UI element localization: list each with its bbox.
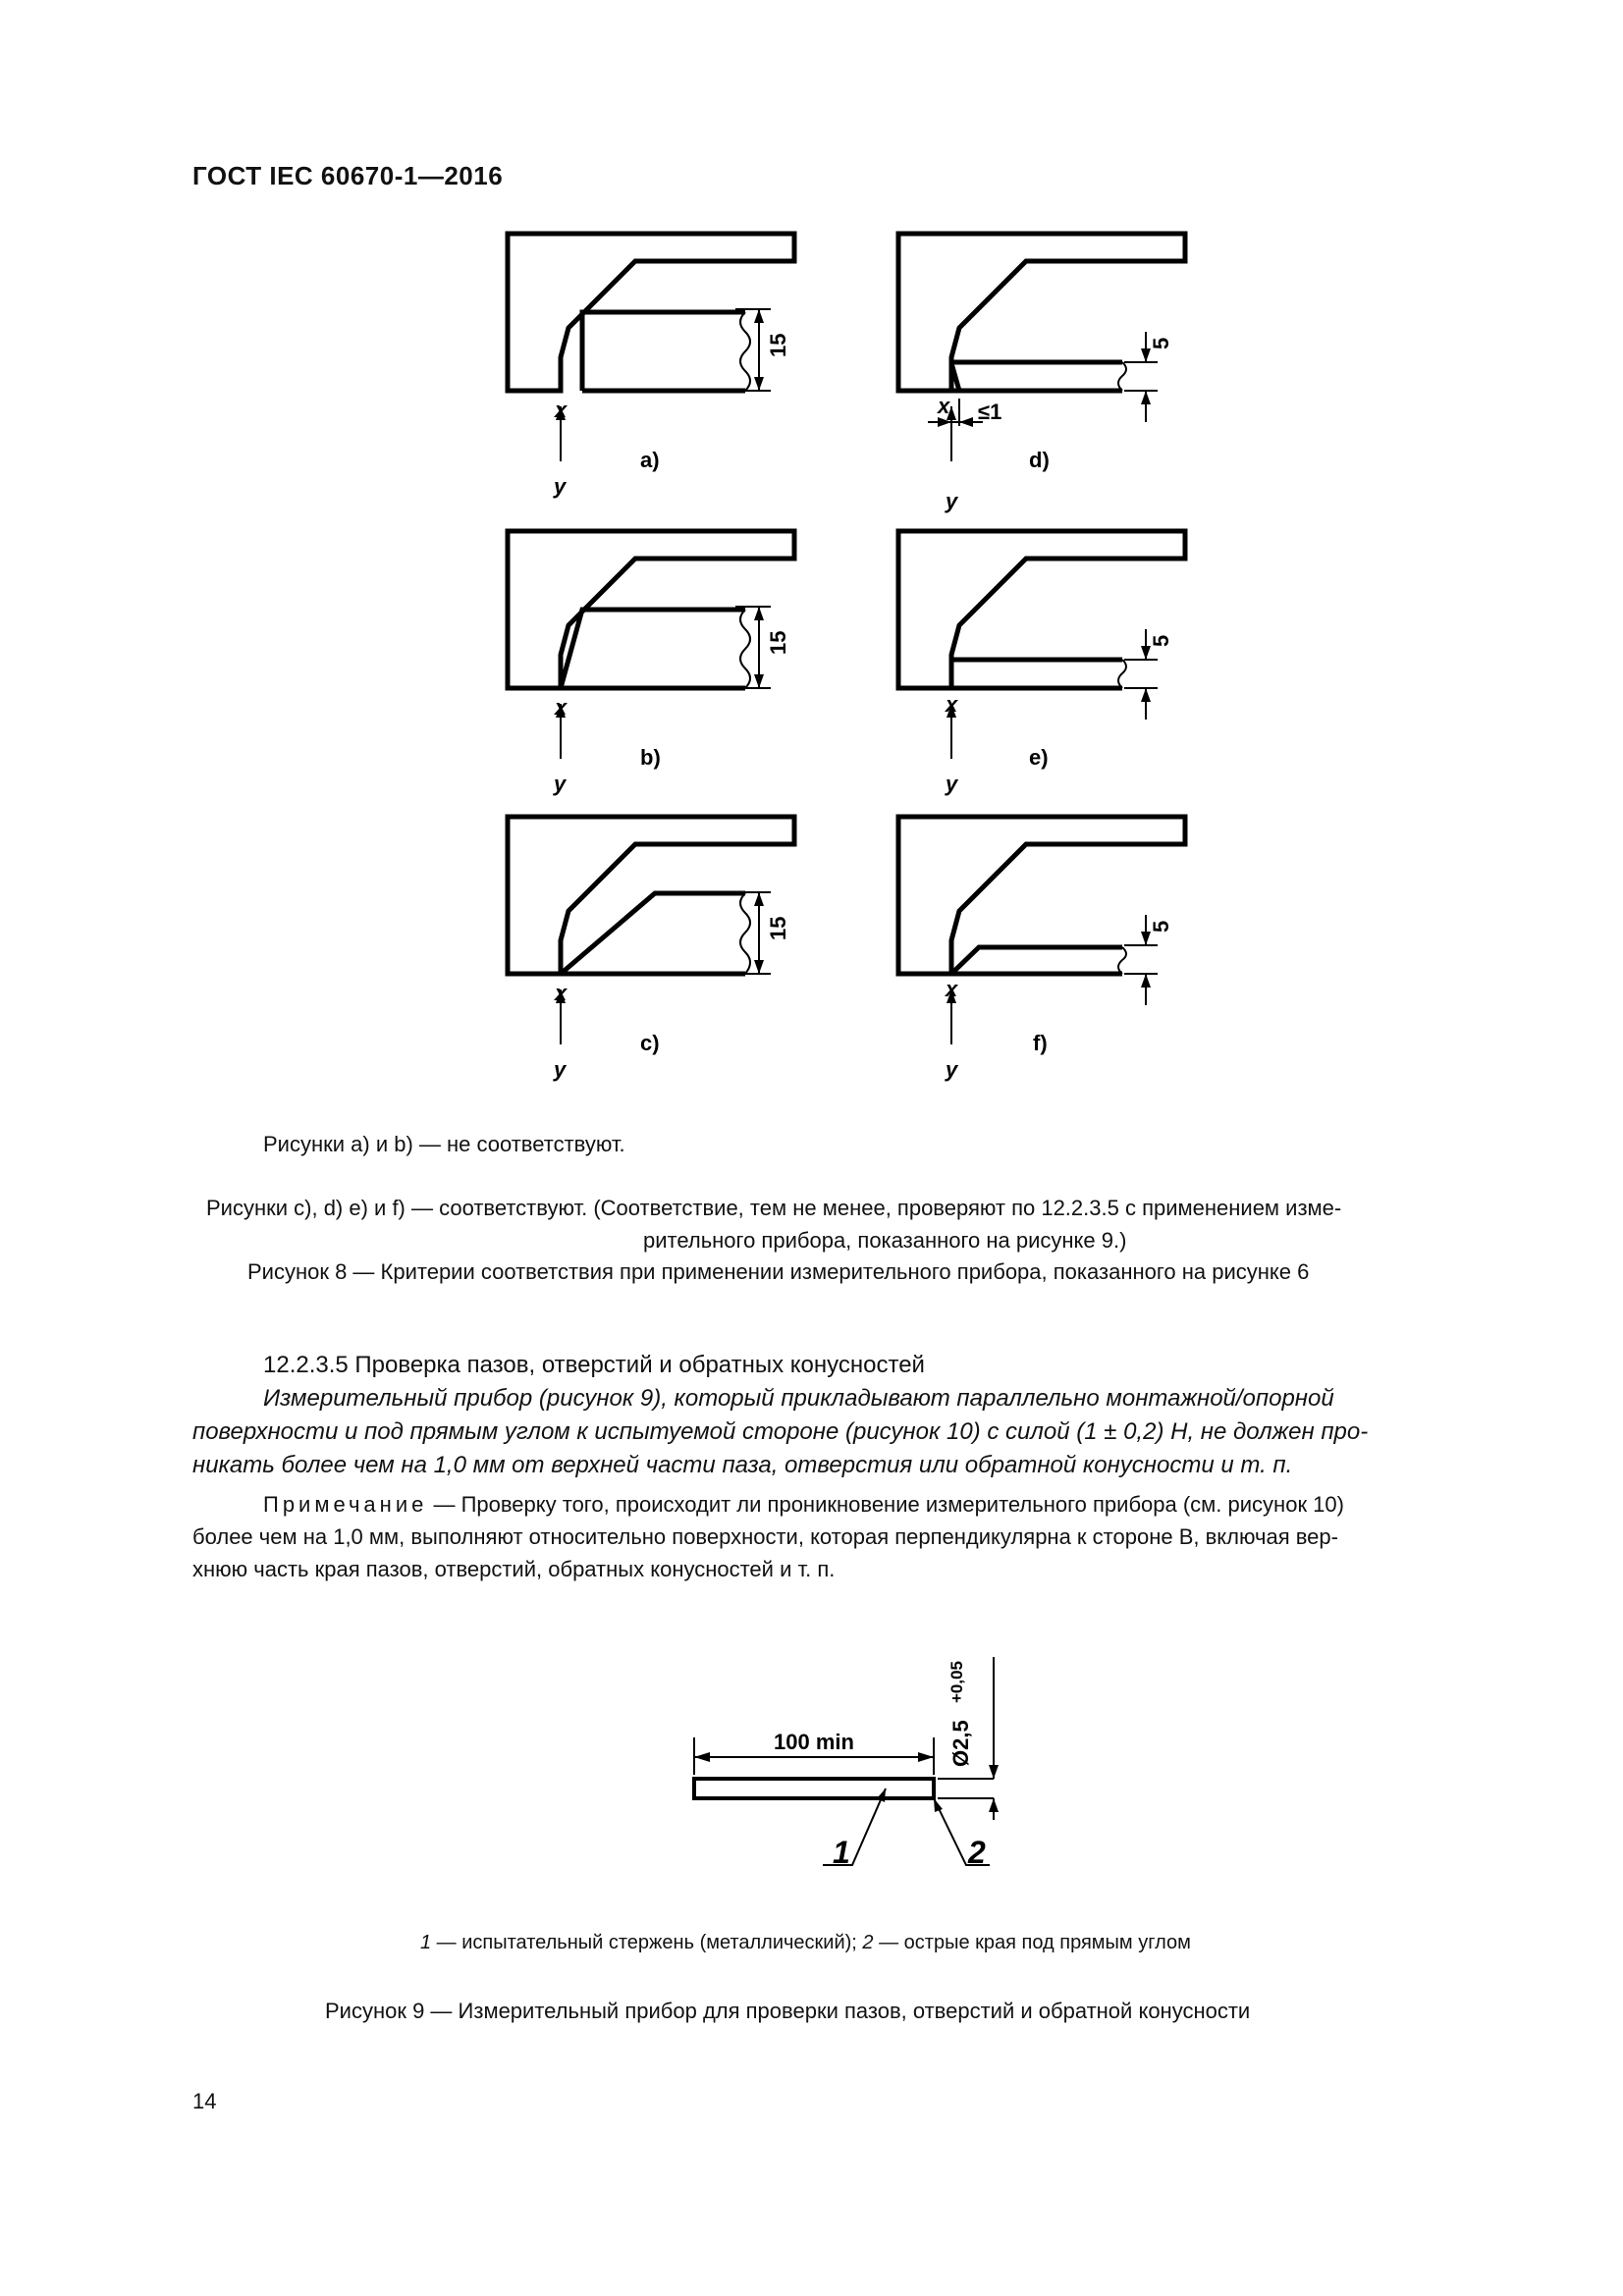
panel-a-label: a) (640, 448, 660, 472)
panel-d-dim-5: 5 (1149, 337, 1173, 349)
panel-a-dim-15: 15 (766, 333, 790, 357)
note-label: Примечание (263, 1492, 428, 1517)
figure8-note-cdef-line2: рительного прибора, показанного на рисунке 9.) (643, 1228, 1127, 1253)
fig9-callout-2: 2 (968, 1835, 986, 1870)
figure8-panel-e (898, 531, 1185, 759)
figure8-panel-d (898, 234, 1185, 461)
panel-d-axis-x: x (938, 394, 950, 418)
figure8-note-cdef-line1: Рисунки c), d) e) и f) — соответствуют. (Соответствие, тем не менее, проверяют по 12.2.3.5 с применением изме- (206, 1196, 1342, 1220)
requirement-line1: Измерительный прибор (рисунок 9), который прикладывают параллельно монтажной/опорной (263, 1385, 1334, 1412)
panel-b-label: b) (640, 745, 661, 770)
fig9-dim-length: 100 min (774, 1730, 854, 1754)
requirement-line3: никать более чем на 1,0 мм от верхней части паза, отверстия или обратной конусности и т. п. (192, 1452, 1293, 1478)
section-heading: 12.2.3.5 Проверка пазов, отверстий и обратных конусностей (263, 1352, 925, 1378)
panel-b-dim-15: 15 (766, 630, 790, 655)
fig9-dim-diameter: Ø2,5 (948, 1720, 973, 1767)
panel-c-dim-15: 15 (766, 916, 790, 940)
page-number: 14 (192, 2089, 217, 2113)
panel-f-axis-y: y (946, 1057, 958, 1082)
figure8-note-ab: Рисунки a) и b) — не соответствуют. (263, 1132, 625, 1156)
panel-e-axis-y: y (946, 772, 958, 796)
panel-f-axis-x: x (946, 977, 958, 1001)
panel-f-dim-5: 5 (1149, 920, 1173, 933)
note-line1 (263, 1492, 1344, 1518)
requirement-line2: поверхности и под прямым углом к испытуемой стороне (рисунок 10) с силой (1 ± 0,2) Н, не должен про- (192, 1418, 1369, 1445)
fig9-dim-tolerance: +0,05 (947, 1660, 966, 1703)
panel-c-axis-y: y (554, 1057, 567, 1082)
figure8-panel-c (508, 817, 794, 1044)
legend-1-text: — испытательный стержень (металлический); (431, 1932, 863, 1953)
panel-a-axis-y: y (554, 474, 567, 499)
panel-d-axis-y: y (946, 489, 958, 513)
legend-1-num: 1 (420, 1932, 432, 1953)
note-line3: хнюю часть края пазов, отверстий, обратных конусностей и т. п. (192, 1557, 836, 1581)
panel-d-label: d) (1029, 448, 1050, 472)
fig9-callout-1: 1 (833, 1835, 850, 1870)
figure9-legend (420, 1932, 1191, 1954)
panel-c-label: c) (640, 1031, 660, 1055)
figure8-panel-f (898, 817, 1185, 1044)
panel-a-axis-x: x (555, 398, 568, 422)
legend-2-num: 2 (862, 1932, 874, 1953)
figure9-caption: Рисунок 9 — Измерительный прибор для проверки пазов, отверстий и обратной конусности (325, 1999, 1251, 2023)
panel-d-dim-le1: ≤1 (978, 400, 1002, 424)
panel-e-dim-5: 5 (1149, 634, 1173, 647)
figure8-caption: Рисунок 8 — Критерии соответствия при применении измерительного прибора, показанного на рисунке 6 (247, 1259, 1310, 1284)
figure8-panel-a (508, 234, 794, 461)
panel-b-axis-y: y (554, 772, 567, 796)
figure8-panel-b (508, 531, 794, 759)
legend-2-text: — острые края под прямым углом (873, 1932, 1191, 1953)
note-line1-text: — Проверку того, происходит ли проникновение измерительного прибора (см. рисунок 10) (427, 1492, 1344, 1517)
document-header: ГОСТ IEC 60670-1—2016 (192, 161, 504, 190)
panel-b-axis-x: x (555, 695, 568, 720)
panel-e-axis-x: x (946, 692, 958, 717)
panel-e-label: e) (1029, 745, 1049, 770)
panel-f-label: f) (1033, 1031, 1048, 1055)
note-line2: более чем на 1,0 мм, выполняют относительно поверхности, которая перпендикулярна к стороне В, включая вер- (192, 1524, 1338, 1549)
panel-c-axis-x: x (555, 981, 568, 1005)
